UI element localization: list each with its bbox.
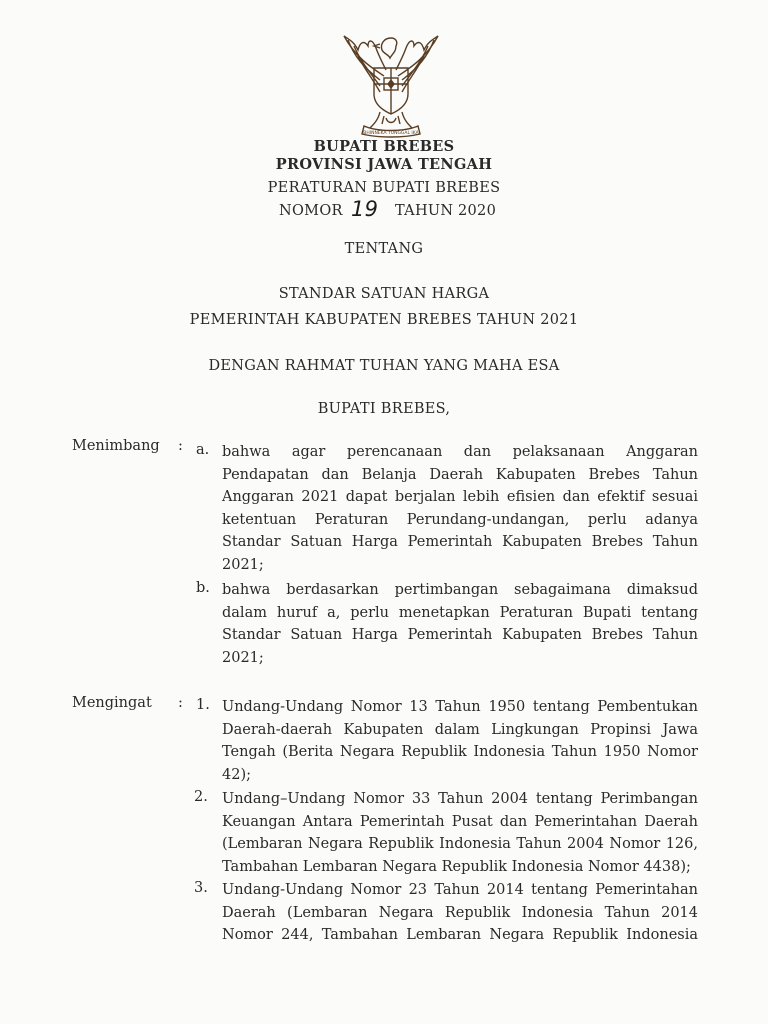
garuda-pancasila-emblem-icon [334, 28, 448, 140]
mengingat-label: Mengingat [72, 695, 152, 711]
menimbang-label: Menimbang [72, 438, 160, 454]
subject-line-1: STANDAR SATUAN HARGA [278, 286, 490, 302]
menimbang-item-a [222, 441, 698, 577]
text-line: Keuangan Antara Pemerintah Pusat dan Pemerintahan Daerah [222, 813, 698, 830]
text-line: ketentuan Peraturan Perundang-undangan, perlu adanya [222, 511, 698, 528]
tahun-label: TAHUN [395, 203, 454, 219]
mengingat-item-2 [222, 788, 698, 878]
regulation-title: PERATURAN BUPATI BREBES [267, 180, 501, 196]
text-line: Anggaran 2021 dapat berjalan lebih efisien dan efektif sesuai [222, 489, 698, 506]
menimbang-marker-b: b. [196, 580, 210, 596]
svg-text:BHINNEKA TUNGGAL IKA: BHINNEKA TUNGGAL IKA [363, 131, 419, 136]
tentang-heading: TENTANG [344, 241, 424, 257]
text-line: Standar Satuan Harga Pemerintah Kabupaten Brebes Tahun [222, 534, 698, 551]
authority: BUPATI BREBES, [317, 401, 451, 417]
text-line: dalam huruf a, perlu menetapkan Peraturan Bupati tentang [222, 604, 698, 621]
text-line: bahwa agar perencanaan dan pelaksanaan Anggaran [222, 444, 698, 460]
text-line: Daerah (Lembaran Negara Republik Indonesia Tahun 2014 [222, 904, 698, 921]
menimbang-item-b [222, 579, 698, 669]
text-line: 2021; [222, 649, 264, 666]
tahun-value: 2020 [458, 203, 497, 219]
text-line: Standar Satuan Harga Pemerintah Kabupaten Brebes Tahun [222, 627, 698, 644]
mengingat-marker-3: 3. [194, 880, 208, 896]
text-line: Nomor 244, Tambahan Lembaran Negara Republik Indonesia [222, 927, 698, 944]
text-line: 2021; [222, 556, 264, 573]
mengingat-marker-1: 1. [196, 697, 210, 713]
text-line: Undang-Undang Nomor 23 Tahun 2014 tentang Pemerintahan [222, 882, 698, 898]
text-line: Daerah-daerah Kabupaten dalam Lingkungan Propinsi Jawa [222, 721, 698, 738]
menimbang-marker-a: a. [196, 442, 210, 458]
preamble: DENGAN RAHMAT TUHAN YANG MAHA ESA [208, 358, 560, 374]
title-bupati: BUPATI BREBES [313, 138, 455, 155]
text-line: Pendapatan dan Belanja Daerah Kabupaten Brebes Tahun [222, 466, 698, 483]
text-line: (Lembaran Negara Republik Indonesia Tahun 2004 Nomor 126, [222, 836, 698, 853]
subject-line-2: PEMERINTAH KABUPATEN BREBES TAHUN 2021 [189, 312, 579, 328]
nomor-label: NOMOR [279, 203, 343, 219]
nomor-value: 19 [351, 197, 379, 221]
mengingat-colon: : [178, 695, 183, 711]
text-line: Undang–Undang Nomor 33 Tahun 2004 tentang Perimbangan [222, 791, 698, 807]
text-line: 42); [222, 766, 251, 783]
title-province: PROVINSI JAWA TENGAH [275, 156, 493, 173]
text-line: Tambahan Lembaran Negara Republik Indonesia Nomor 4438); [222, 858, 691, 875]
text-line: Undang-Undang Nomor 13 Tahun 1950 tentang Pembentukan [222, 699, 698, 715]
text-line: Tengah (Berita Negara Republik Indonesia Tahun 1950 Nomor [222, 744, 698, 761]
mengingat-item-1 [222, 696, 698, 786]
menimbang-colon: : [178, 438, 183, 454]
mengingat-item-3 [222, 879, 698, 947]
text-line: bahwa berdasarkan pertimbangan sebagaimana dimaksud [222, 582, 698, 598]
mengingat-marker-2: 2. [194, 789, 208, 805]
